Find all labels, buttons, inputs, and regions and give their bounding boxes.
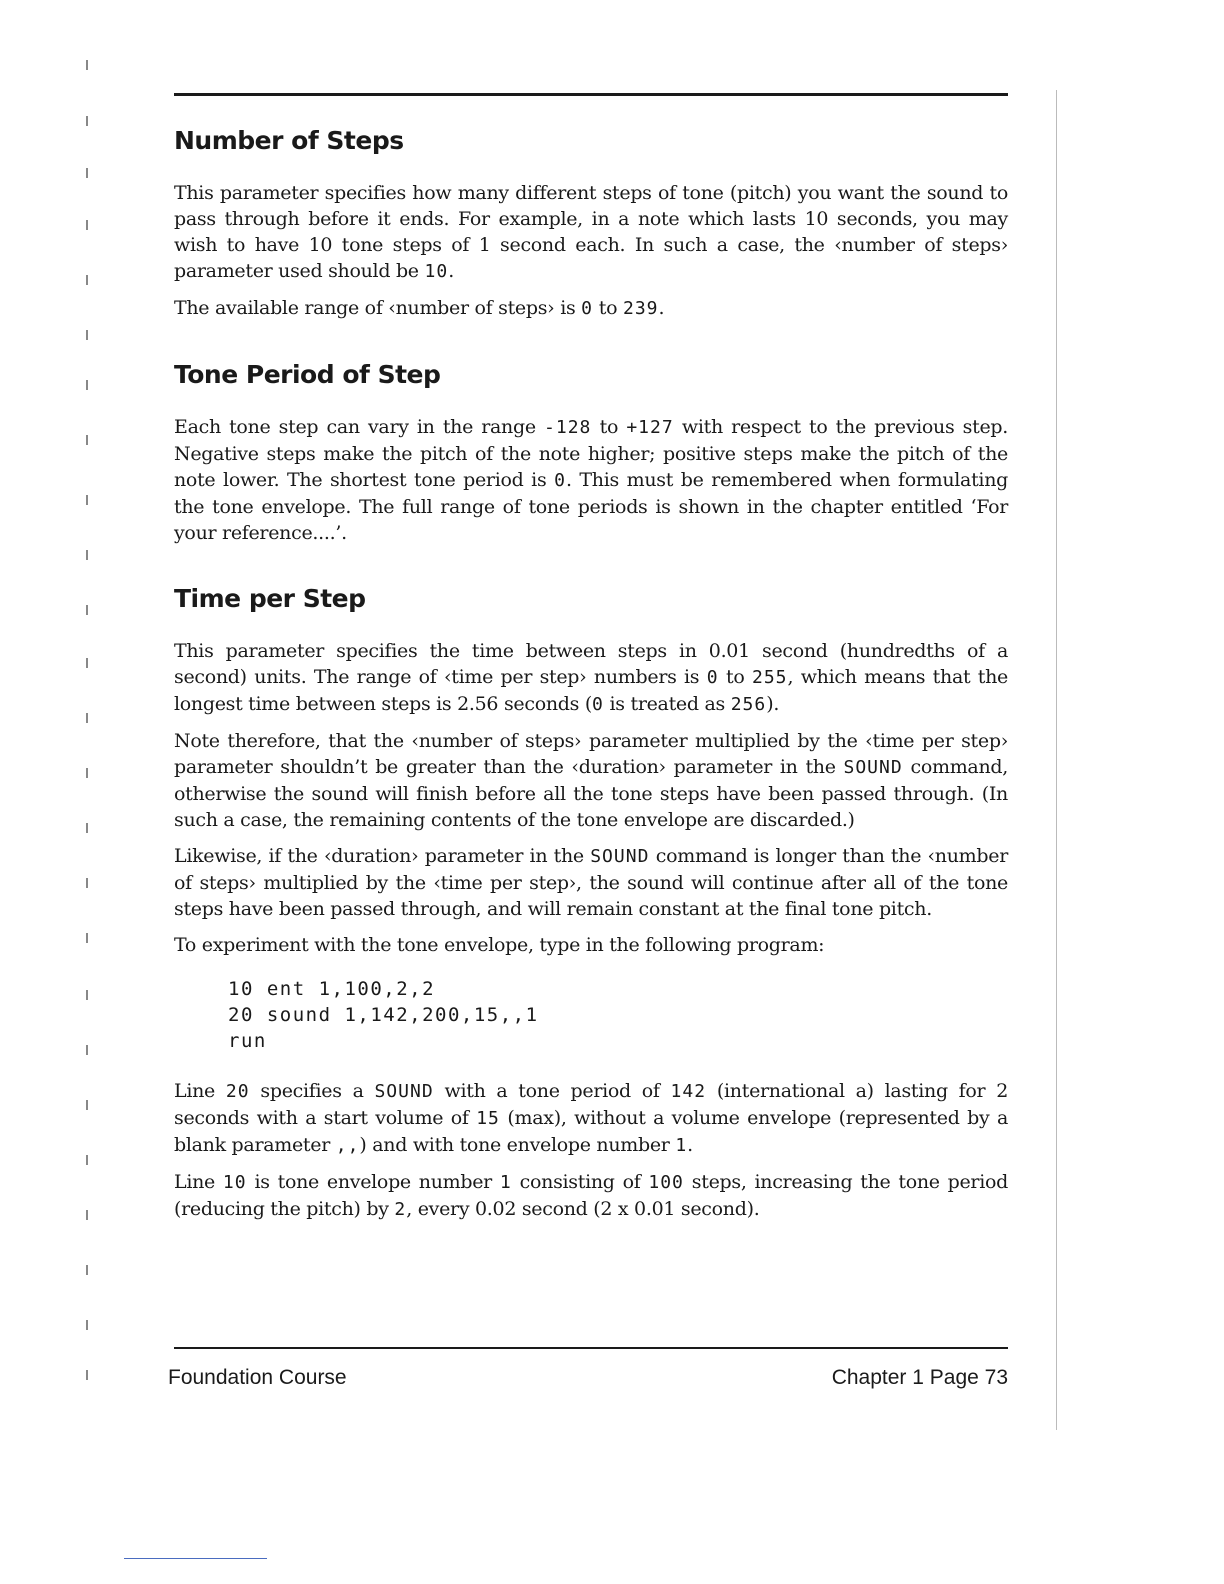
bottom-rule — [174, 1347, 1008, 1349]
code-value: 15 — [476, 1108, 500, 1129]
text: This parameter specifies the time between steps in 0.01 second (hundredths of a second) units. The range of ‹time per step› numbers is — [174, 640, 1008, 688]
binding-marks — [86, 50, 92, 1380]
code-value: 20 — [225, 1081, 250, 1102]
heading-tone-period-of-step: Tone Period of Step — [174, 360, 441, 389]
code-value: 2 — [394, 1199, 407, 1220]
code-value: 0 — [581, 298, 594, 319]
paragraph — [174, 1078, 1008, 1159]
code-value: -128 — [544, 417, 592, 438]
text: (max), without a volume envelope (represented by a blank parameter — [174, 1107, 1008, 1156]
text: to — [718, 666, 752, 688]
code-value: 239 — [622, 298, 659, 319]
code-value: 10 — [424, 261, 449, 282]
code-value: ,, — [335, 1135, 360, 1156]
text: ). — [766, 693, 780, 715]
text: , which means that the longest time between steps is 2.56 seconds ( — [174, 666, 1008, 715]
page-content — [174, 126, 1008, 1233]
code-value: 0 — [706, 667, 719, 688]
text: Likewise, if the ‹duration› parameter in the — [174, 845, 591, 867]
text: command, otherwise the sound will finish before all the tone steps have been passed through. (In such a case, the remaining contents of the tone envelope are discarded.) — [174, 756, 1008, 831]
code-value: 10 — [222, 1172, 247, 1193]
code-line: 20 sound 1,142,200,15,,1 — [228, 1004, 539, 1026]
text: is treated as — [603, 693, 731, 715]
paragraph — [174, 728, 1008, 833]
heading-time-per-step: Time per Step — [174, 584, 366, 613]
text: specifies a — [249, 1080, 375, 1102]
footer-page-number: Chapter 1 Page 73 — [831, 1366, 1008, 1389]
text: to — [593, 297, 623, 319]
text: steps, increasing the tone period (reducing the pitch) by — [174, 1171, 1008, 1220]
text: Note therefore, that the ‹number of steps› parameter multiplied by the ‹time per step› parameter shouldn’t be greater than the ‹duration› parameter in the — [174, 730, 1008, 778]
text: , every 0.02 second (2 x 0.01 second). — [406, 1198, 760, 1220]
text: consisting of — [511, 1171, 649, 1193]
code-line: run — [228, 1030, 267, 1052]
scan-artifact-line — [124, 1558, 267, 1559]
code-value: 0 — [554, 470, 566, 491]
text: Each tone step can vary in the range — [174, 416, 545, 438]
text: with respect to the previous step. Negative steps make the pitch of the note higher; positive steps make the pitch of the note lower. The shortest tone period is — [174, 416, 1008, 491]
code-value: SOUND — [590, 846, 650, 867]
text: The available range of ‹number of steps› is — [174, 297, 582, 319]
paragraph — [174, 638, 1008, 718]
text: . — [448, 260, 454, 282]
code-line: 10 ent 1,100,2,2 — [228, 978, 436, 1000]
code-value: 256 — [730, 694, 767, 715]
top-rule — [174, 93, 1008, 96]
paragraph — [174, 414, 1008, 546]
text: (international a) lasting for 2 seconds with a start volume of — [174, 1080, 1008, 1129]
code-value: 1 — [675, 1135, 688, 1156]
code-value: SOUND — [843, 757, 903, 778]
text: This parameter specifies how many different steps of tone (pitch) you want the sound to pass through before it ends. For example, in a note which lasts 10 seconds, you may wish to have 10 tone steps of 1 second each. In such a case, the ‹number of steps› parameter used should be — [174, 182, 1008, 282]
code-value: 255 — [751, 667, 788, 688]
paragraph: To experiment with the tone envelope, type in the following program: — [174, 934, 825, 956]
code-value: 142 — [670, 1081, 707, 1102]
code-value: 1 — [499, 1172, 512, 1193]
code-value: 0 — [591, 694, 604, 715]
code-value: 100 — [648, 1172, 684, 1193]
footer-book-title: Foundation Course — [168, 1366, 347, 1389]
text: is tone envelope number — [246, 1171, 500, 1193]
paragraph — [174, 180, 1008, 285]
page-footer — [168, 1366, 1008, 1390]
page-edge — [1056, 90, 1057, 1430]
paragraph — [174, 295, 1008, 322]
heading-number-of-steps: Number of Steps — [174, 126, 404, 155]
text: . — [687, 1134, 693, 1156]
paragraph — [174, 843, 1008, 922]
text: . This must be remembered when formulating the tone envelope. The full range of tone periods is shown in the chapter entitled ‘For your reference....’. — [174, 469, 1008, 544]
text: Line — [174, 1171, 223, 1193]
code-value: +127 — [626, 417, 674, 438]
code-listing — [228, 976, 1008, 1054]
text: command is longer than the ‹number of steps› multiplied by the ‹time per step›, the sound will continue after all of the tone steps have been passed through, and will remain constant at the final tone pitch. — [174, 845, 1008, 920]
text: ) and with tone envelope number — [359, 1134, 676, 1156]
text: Line — [174, 1080, 226, 1102]
text: to — [591, 416, 627, 438]
text: . — [658, 297, 665, 319]
code-value: SOUND — [374, 1081, 434, 1102]
text: with a tone period of — [433, 1080, 671, 1102]
paragraph — [174, 1169, 1008, 1223]
